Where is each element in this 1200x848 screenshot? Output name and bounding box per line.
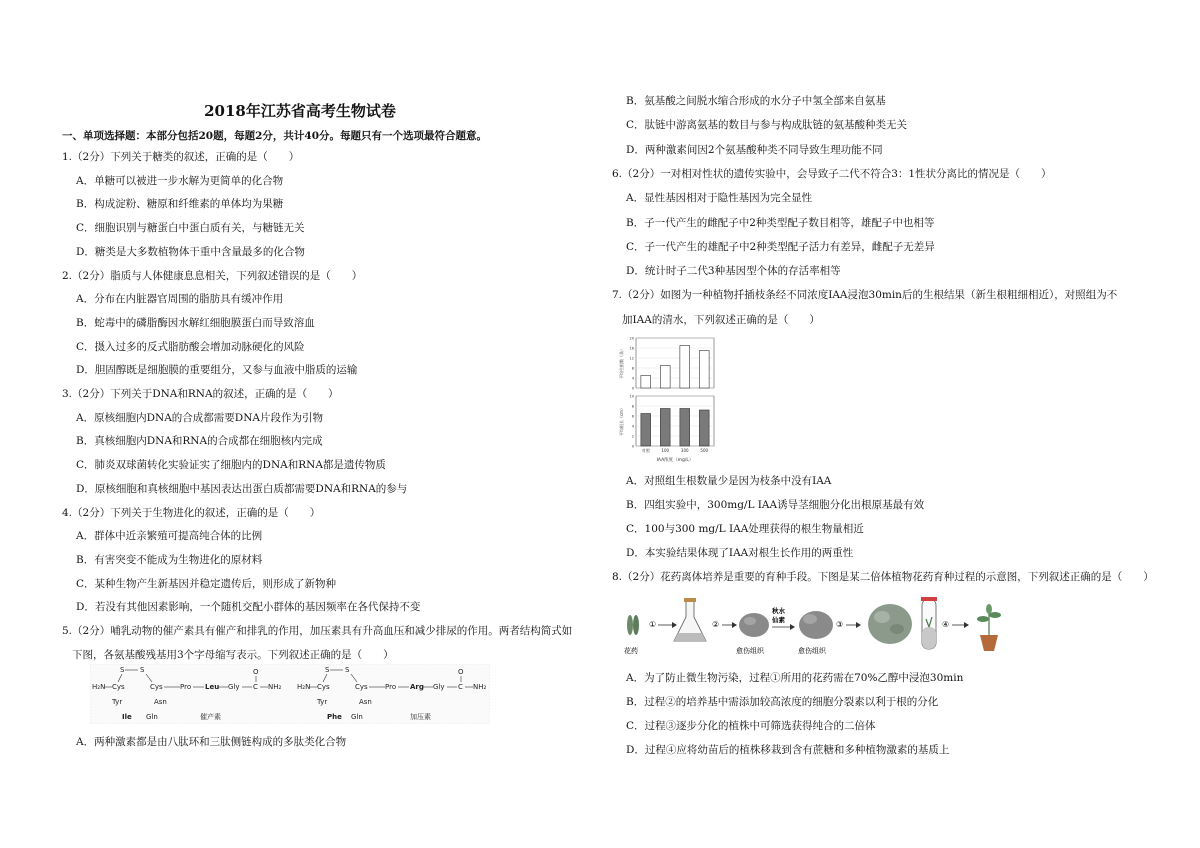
chart-x-tick-label: 300 — [680, 448, 689, 453]
peptide1-cys-b: Cys — [150, 683, 163, 691]
chart-xlabel: IAA浓度（mg/L） — [656, 458, 694, 463]
peptide2-pro: Pro — [385, 683, 397, 691]
left-line-13: C．肺炎双球菌转化实验证实了细胞内的DNA和RNA都是遗传物质 — [76, 459, 386, 472]
chart-bottom-bar — [699, 410, 709, 446]
right-line-a-9: 加IAA的清水，下列叙述正确的是（ ） — [622, 313, 820, 326]
peptide1-c: C — [253, 683, 258, 691]
step2-circle: ② — [712, 620, 720, 629]
right-line-a-1: C．肽链中游离氨基的数目与参与构成肽链的氨基酸种类无关 — [626, 119, 908, 132]
peptide2-h2n: H₂N — [297, 683, 311, 691]
left-line-14: D．原核细胞和真核细胞中基因表达出蛋白质都需要DNA和RNA的参与 — [76, 482, 408, 495]
left-line-12: B．真核细胞内DNA和RNA的合成都在细胞核内完成 — [76, 435, 323, 448]
chart-bottom-tick-label: 8 — [631, 404, 634, 409]
peptide1-s-b: S — [140, 666, 145, 674]
right-line-c-1: B．过程②的培养基中需添加较高浓度的细胞分裂素以利于根的分化 — [626, 696, 939, 708]
peptide2-arg: Arg — [410, 683, 424, 691]
callus-icon-2 — [799, 611, 833, 639]
left-line-15: 4.（2分）下列关于生物进化的叙述，正确的是（ ） — [62, 506, 321, 519]
right-line-a-3: 6.（2分）一对相对性状的遗传实验中，会导致子二代不符合3：1性状分离比的情况是（ ） — [612, 167, 1052, 180]
chart-top-tick-label: 16 — [629, 346, 634, 351]
step1-circle: ① — [649, 620, 657, 629]
chart-top-ylabel: 平均生根数（条） — [619, 347, 624, 379]
peptide1-h2n: H₂N — [92, 683, 106, 691]
peptide1-gln: Gln — [146, 713, 158, 721]
flask-icon — [674, 598, 706, 641]
chart-x-tick-label: 对照 — [641, 448, 650, 453]
peptide2-nh2: NH₂ — [473, 683, 487, 691]
right-line-b-2: C．100与300 mg/L IAA处理获得的根生物量相近 — [626, 523, 864, 535]
right-line-b-1: B．四组实验中，300mg/L IAA诱导茎细胞分化出根原基最有效 — [626, 499, 925, 511]
left-line-2: B．构成淀粉、糖原和纤维素的单体均为果糖 — [76, 198, 284, 211]
chart-bottom-bar — [680, 409, 690, 447]
peptide1-s-a: S — [120, 666, 125, 674]
left-line-7: B．蛇毒中的磷脂酶因水解红细胞膜蛋白而导致溶血 — [76, 316, 315, 329]
chart-bottom-tick-label: 0 — [631, 444, 634, 449]
left-line-9: D．胆固醇既是细胞膜的重要组分，又参与血液中脂质的运输 — [76, 364, 358, 377]
chart-x-tick-label: 500 — [700, 448, 709, 453]
step3-circle: ③ — [836, 620, 844, 629]
peptide1-tyr: Tyr — [112, 698, 123, 706]
chart-top-tick-label: 4 — [631, 376, 634, 381]
label-callus-2: 愈伤组织 — [798, 647, 826, 655]
left-line-8: C．摄入过多的反式脂肪酸会增加动脉硬化的风险 — [76, 340, 305, 353]
peptide2-s-a: S — [325, 666, 330, 674]
peptide1-cys-a: Cys — [112, 683, 125, 691]
left-line-19: D．若没有其他因素影响，一个随机交配小群体的基因频率在各代保持不变 — [76, 601, 421, 614]
left-line-4: D．糖类是大多数植物体干重中含量最多的化合物 — [76, 245, 305, 258]
left-line-5: 2.（2分）脂质与人体健康息息相关，下列叙述错误的是（ ） — [62, 269, 363, 282]
peptide2-asn: Asn — [359, 698, 372, 706]
left-line-10: 3.（2分）下列关于DNA和RNA的叙述，正确的是（ ） — [62, 388, 339, 400]
chart-top-tick-label: 0 — [631, 386, 634, 391]
left-line-0: 1.（2分）下列关于糖类的叙述，正确的是（ ） — [62, 151, 300, 163]
peptide1-pro: Pro — [180, 683, 192, 691]
peptide2-o: O — [458, 668, 464, 676]
right-line-c-3: D．过程④应将幼苗后的植株移栽到含有蔗糖和多种植物激素的基质上 — [626, 744, 950, 756]
callus-icon-1 — [739, 613, 769, 637]
chart-bottom-tick-label: 4 — [631, 424, 634, 429]
right-line-b-4: 8.（2分）花药离体培养是重要的育种手段。下图是某二倍体植物花药育种过程的示意图，下列叙述正确的是（ ） — [612, 571, 1154, 583]
chart-bottom-tick-label: 2 — [631, 434, 634, 439]
left-line-16: A．群体中近亲繁殖可提高纯合体的比例 — [76, 530, 263, 543]
peptide-structure-figure — [90, 664, 490, 724]
chart-bottom-bar — [660, 409, 670, 447]
label-anther: 花药 — [624, 647, 638, 655]
label-colchicine-2: 仙素 — [772, 616, 785, 624]
section-heading: 一、单项选择题：本部分包括20题，每题2分，共计40分。每题只有一个选项最符合题意。 — [62, 130, 488, 142]
chart-bottom-tick-label: 10 — [629, 394, 634, 399]
right-line-a-4: A．显性基因相对于隐性基因为完全显性 — [626, 192, 813, 205]
peptide1-o: O — [253, 668, 259, 676]
right-line-a-7: D．统计时子二代3种基因型个体的存活率相等 — [626, 265, 841, 278]
test-tube-icon — [921, 597, 937, 649]
chart-x-tick-label: 100 — [661, 448, 670, 453]
right-line-a-2: D．两种激素间因2个氨基酸种类不同导致生理功能不同 — [626, 143, 883, 156]
left-line-20: 5.（2分）哺乳动物的催产素具有催产和排乳的作用，加压素具有升高血压和减少排尿的作用。两者结构简式如 — [62, 625, 573, 637]
q5-option-a: A．两种激素都是由八肽环和三肽侧链构成的多肽类化合物 — [76, 736, 347, 748]
iaa-bar-chart — [618, 334, 718, 464]
green-callus-icon — [868, 604, 912, 644]
peptide2-cys-a: Cys — [317, 683, 330, 691]
peptide2-gly: Gly — [433, 683, 445, 691]
right-line-b-0: A．对照组生根数量少是因为枝条中没有IAA — [626, 475, 832, 487]
right-line-b-3: D．本实验结果体现了IAA对根生长作用的两重性 — [626, 547, 854, 559]
peptide1-nh2: NH₂ — [268, 683, 282, 691]
peptide1-label: 催产素 — [200, 713, 221, 721]
right-line-a-6: C．子一代产生的雄配子中2种类型配子活力有差异，雌配子无差异 — [626, 240, 935, 253]
chart-top-bar — [641, 376, 651, 389]
peptide2-label: 加压素 — [410, 713, 431, 721]
step4-circle: ④ — [942, 620, 950, 629]
left-line-3: C．细胞识别与糖蛋白中蛋白质有关，与糖链无关 — [76, 222, 305, 235]
chart-top-tick-label: 8 — [631, 366, 634, 371]
peptide2-s-b: S — [345, 666, 350, 674]
peptide1-asn: Asn — [154, 698, 167, 706]
left-line-6: A．分布在内脏器官周围的脂肪具有缓冲作用 — [76, 293, 284, 306]
left-line-18: C．某种生物产生新基因并稳定遗传后，则形成了新物种 — [76, 577, 337, 590]
left-line-17: B．有害突变不能成为生物进化的原材料 — [76, 553, 263, 566]
chart-top-tick-label: 12 — [629, 356, 634, 361]
right-line-c-0: A．为了防止微生物污染，过程①所用的花药需在70%乙醇中浸泡30min — [626, 672, 964, 684]
chart-bottom-ylabel: 平均根长（cm） — [619, 405, 624, 437]
right-line-a-8: 7.（2分）如图为一种植物扦插枝条经不同浓度IAA浸泡30min后的生根结果（新生根粗细相近），对照组为不 — [612, 289, 1118, 302]
right-line-a-0: B．氨基酸之间脱水缩合形成的水分子中氢全部来自氨基 — [626, 95, 886, 107]
left-line-11: A．原核细胞内DNA的合成都需要DNA片段作为引物 — [76, 411, 323, 424]
anther-culture-flow-figure — [622, 597, 1042, 663]
exam-title: 2018年江苏省高考生物试卷 — [204, 102, 396, 120]
chart-top-tick-label: 20 — [629, 336, 634, 341]
peptide1-gly: Gly — [228, 683, 240, 691]
peptide2-phe: Phe — [327, 713, 342, 721]
left-line-1: A．单糖可以被进一步水解为更简单的化合物 — [76, 174, 284, 187]
peptide1-ile: Ile — [122, 713, 132, 721]
chart-bottom-tick-label: 6 — [631, 414, 634, 419]
left-line-21: 下图，各氨基酸残基用3个字母缩写表示。下列叙述正确的是（ ） — [72, 648, 394, 661]
peptide2-cys-b: Cys — [355, 683, 368, 691]
chart-top-bar — [660, 366, 670, 389]
peptide2-gln: Gln — [351, 713, 363, 721]
peptide1-leu: Leu — [205, 683, 220, 691]
chart-top-bar — [680, 346, 690, 389]
right-line-a-5: B．子一代产生的雌配子中2种类型配子数目相等，雄配子中也相等 — [626, 216, 935, 229]
chart-bottom-bar — [641, 414, 651, 447]
peptide2-tyr: Tyr — [317, 698, 328, 706]
potted-seedling-icon — [977, 604, 1001, 651]
anther-icon — [627, 615, 639, 635]
label-colchicine-1: 秋水 — [772, 607, 785, 615]
chart-top-bar — [699, 351, 709, 389]
right-line-c-2: C．过程③逐步分化的植株中可筛选获得纯合的二倍体 — [626, 720, 876, 732]
peptide2-c: C — [458, 683, 463, 691]
label-callus-1: 愈伤组织 — [736, 647, 764, 655]
